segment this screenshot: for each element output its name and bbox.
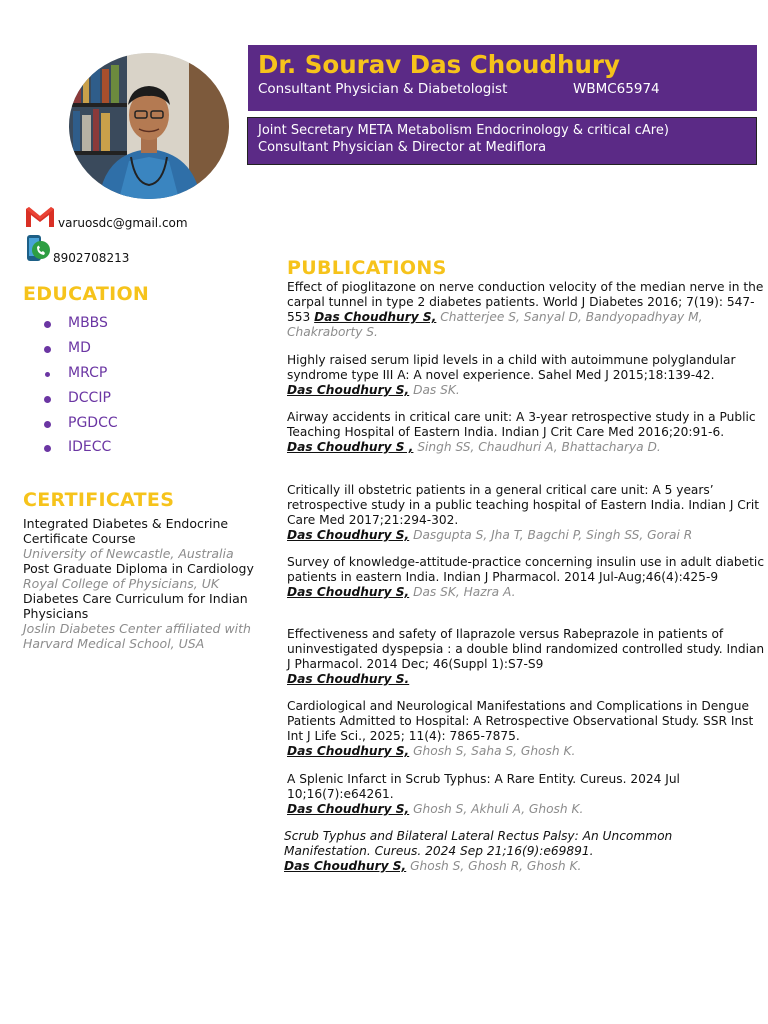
publication-entry <box>287 353 765 398</box>
degree-label: PGDCC <box>68 415 118 431</box>
publication-author: Das Choudhury S , <box>287 440 414 454</box>
doctor-name: Dr. Sourav Das Choudhury <box>258 50 620 79</box>
publication-author: Das Choudhury S, <box>284 859 407 873</box>
bullet-icon <box>45 372 50 377</box>
publication-coauthors: Ghosh S, Saha S, Ghosh K. <box>413 744 576 758</box>
certificate-institution: Royal College of Physicians, UK <box>23 576 220 591</box>
bullet-icon <box>44 396 51 403</box>
publication-entry <box>287 772 765 817</box>
certificate-institution: Joslin Diabetes Center affiliated with Harvard Medical School, USA <box>23 621 251 651</box>
bullet-icon <box>44 321 51 328</box>
degree-label: DCCIP <box>68 390 111 406</box>
publication-title: Critically ill obstetric patients in a general critical care unit: A 5 years’ retrospective study in a public teaching hospital of Eastern India. Indian J Crit Care Med 2017;21:294-302. <box>287 483 759 527</box>
education-heading: EDUCATION <box>23 283 150 305</box>
bullet-icon <box>44 346 51 353</box>
publication-coauthors: Chatterjee S, Sanyal D, Bandyopadhyay M, Chakraborty S. <box>287 310 703 339</box>
publication-coauthors: Singh SS, Chaudhuri A, Bhattacharya D. <box>417 440 661 454</box>
bullet-icon <box>44 445 51 452</box>
phone-number[interactable]: 8902708213 <box>53 251 130 265</box>
publication-entry <box>287 699 765 759</box>
publication-title: A Splenic Infarct in Scrub Typhus: A Rare Entity. Cureus. 2024 Jul 10;16(7):e64261. <box>287 772 680 801</box>
certificate-title: Post Graduate Diploma in Cardiology <box>23 561 254 576</box>
certificate-title: Integrated Diabetes & Endocrine Certificate Course <box>23 516 229 546</box>
publication-coauthors: Ghosh S, Akhuli A, Ghosh K. <box>413 802 584 816</box>
role-line: Joint Secretary META Metabolism Endocrinology & critical cAre) <box>258 123 669 138</box>
publication-coauthors: Dasgupta S, Jha T, Bagchi P, Singh SS, Gorai R <box>413 528 693 542</box>
phone-icon <box>26 234 52 264</box>
publication-entry <box>287 555 765 600</box>
publication-coauthors: Das SK. <box>413 383 460 397</box>
publication-author: Das Choudhury S, <box>314 310 437 324</box>
publication-title: Highly raised serum lipid levels in a child with autoimmune polyglandular syndrome type III A: A novel experience. Sahel Med J 2015;18:139-42. <box>287 353 736 382</box>
publication-entry <box>287 627 765 687</box>
publication-author: Das Choudhury S, <box>287 802 410 816</box>
publication-title: Cardiological and Neurological Manifestations and Complications in Dengue Patients Admitted to Hospital: A Retrospective Observational Study. SSR Inst Int J Life Sci., 2025; 11(4): 7865-7875. <box>287 699 754 743</box>
publication-title: Scrub Typhus and Bilateral Lateral Rectus Palsy: An Uncommon Manifestation. Cureus. 2024 Sep 21;16(9):e69891. <box>284 829 673 858</box>
publication-author: Das Choudhury S, <box>287 585 410 599</box>
publications-heading: PUBLICATIONS <box>287 257 447 279</box>
email-address[interactable]: varuosdc@gmail.com <box>58 216 188 230</box>
publication-author: Das Choudhury S, <box>287 528 410 542</box>
gmail-icon <box>24 205 56 229</box>
doctor-title: Consultant Physician & Diabetologist <box>258 81 508 97</box>
doctor-photo <box>69 53 229 199</box>
publication-title: Survey of knowledge-attitude-practice concerning insulin use in adult diabetic patients in eastern India. Indian J Pharmacol. 2014 Jul-Aug;46(4):425-9 <box>287 555 765 584</box>
bullet-icon <box>44 421 51 428</box>
publication-entry <box>284 829 762 874</box>
registration-number: WBMC65974 <box>573 81 660 97</box>
publication-entry <box>287 410 765 455</box>
certificates-list <box>23 516 258 651</box>
certificate-institution: University of Newcastle, Australia <box>23 546 234 561</box>
publication-author: Das Choudhury S, <box>287 383 410 397</box>
publication-author: Das Choudhury S, <box>287 744 410 758</box>
degree-label: MBBS <box>68 315 108 331</box>
publication-title: Effect of pioglitazone on nerve conduction velocity of the median nerve in the carpal tunnel in type 2 diabetes patients. World J Diabetes 2016; 7(19): 547-553 <box>287 280 764 324</box>
degree-label: MRCP <box>68 365 108 381</box>
publication-title: Airway accidents in critical care unit: A 3-year retrospective study in a Public Teaching Hospital of Eastern India. Indian J Crit Care Med 2016;20:91-6. <box>287 410 756 439</box>
degree-label: MD <box>68 340 91 356</box>
publication-title: Effectiveness and safety of Ilaprazole versus Rabeprazole in patients of uninvestigated dyspepsia : a double blind randomized controlled study. Indian J Pharmacol. 2014 Dec; 46(Suppl 1):S7-S9 <box>287 627 765 671</box>
certificates-heading: CERTIFICATES <box>23 489 175 511</box>
role-line: Consultant Physician & Director at Mediflora <box>258 140 547 155</box>
publication-entry <box>287 280 765 340</box>
publication-author: Das Choudhury S. <box>287 672 410 686</box>
degree-label: IDECC <box>68 439 112 455</box>
certificate-title: Diabetes Care Curriculum for Indian Physicians <box>23 591 248 621</box>
publication-coauthors: Das SK, Hazra A. <box>413 585 516 599</box>
publication-coauthors: Ghosh S, Ghosh R, Ghosh K. <box>410 859 582 873</box>
publication-entry <box>287 483 765 543</box>
